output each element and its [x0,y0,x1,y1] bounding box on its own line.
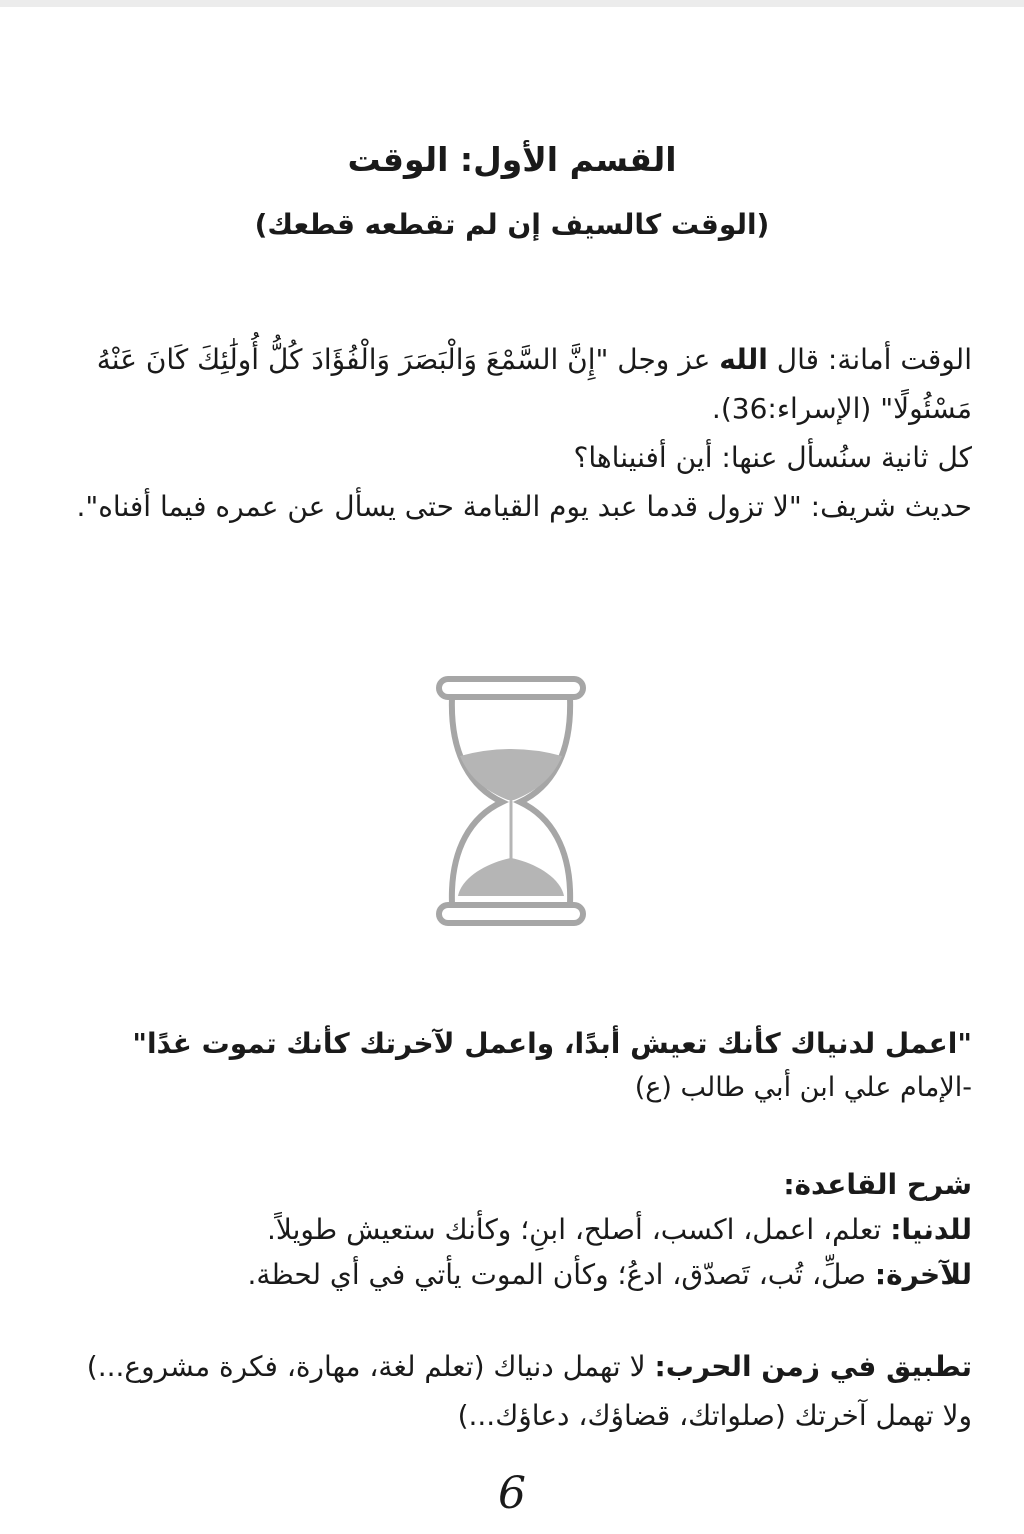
rule-akhira-text: صلِّ، تُب، تَصدّق، ادعُ؛ وكأن الموت يأتي في أي لحظة. [247,1258,875,1291]
quote-block [52,1022,972,1110]
war-text: لا تهمل دنياك (تعلم لغة، مهارة، فكرة مشروع...) ولا تهمل آخرتك (صلواتك، قضاؤك، دعاؤك...) [86,1350,972,1432]
rule-dunya-label: للدنيا: [890,1213,972,1246]
rule-heading: شرح القاعدة: [783,1168,972,1201]
section-subtitle: (الوقت كالسيف إن لم تقطعه قطعك) [254,208,770,241]
war-paragraph [52,1342,972,1440]
page-number: 6 [498,1468,526,1519]
intro-line-question: كل ثانية سنُسأل عنها: أين أفنيناها؟ [573,441,972,474]
rule-akhira [52,1252,972,1297]
intro-line-amana [52,335,972,433]
hourglass-icon [434,676,588,926]
intro-line1-verse: عز وجل "إِنَّ السَّمْعَ وَالْبَصَرَ وَالْفُؤَادَ كُلُّ أُولَٰئِكَ كَانَ عَنْهُ مَسْئُولًا" (الإسراء:36). [96,343,972,425]
intro-line1-allah: الله [719,343,768,376]
intro-line-hadith: حديث شريف: "لا تزول قدما عبد يوم القيامة حتى يسأل عن عمره فيما أفناه". [76,490,972,523]
rule-dunya [52,1207,972,1252]
rule-dunya-text: تعلم، اعمل، اكسب، أصلح، ابنِ؛ وكأنك ستعيش طويلاً. [267,1213,891,1246]
section-title: القسم الأول: الوقت [347,140,677,179]
quote-author: -الإمام علي ابن أبي طالب (ع) [634,1072,972,1103]
top-edge-bar [0,0,1024,7]
war-application [52,1342,972,1440]
rule-akhira-label: للآخرة: [874,1258,972,1291]
war-label: تطبيق في زمن الحرب: [654,1350,972,1383]
intro-paragraph [52,335,972,531]
rule-explanation [52,1162,972,1297]
quote-text: "اعمل لدنياك كأنك تعيش أبدًا، واعمل لآخرتك كأنك تموت غدًا" [132,1027,972,1060]
intro-line1-start: الوقت أمانة: قال [767,343,972,376]
